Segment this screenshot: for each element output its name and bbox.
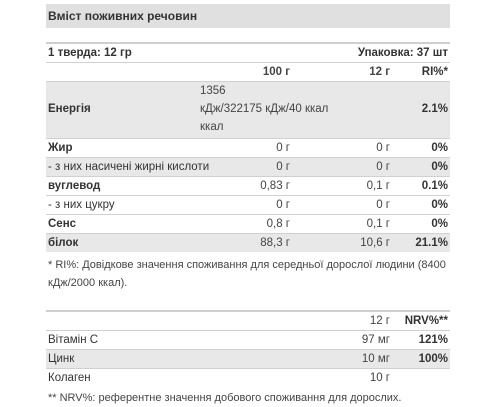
row-value-12g: 0 г — [376, 199, 390, 211]
row-value-12g: 0 г — [376, 142, 390, 154]
table-row — [46, 349, 450, 368]
package-count: Упаковка: 37 шт — [357, 47, 448, 59]
col2-header-nrv: NRV%** — [404, 315, 448, 327]
row-value-100g: 0 г — [276, 161, 290, 173]
table-row — [46, 81, 450, 138]
row-nrv: 100% — [418, 353, 448, 365]
row-ri: 0% — [431, 218, 448, 230]
row-value-12g: 10 мг — [361, 353, 390, 365]
serving-row — [46, 42, 450, 62]
nrv-footnote: ** NRV%: референтне значення добового споживання для дорослих. — [48, 392, 402, 404]
col2-header-12g: 12 г — [369, 315, 390, 327]
table-row — [46, 330, 450, 349]
header-row — [46, 62, 450, 81]
nutrient-rows — [46, 138, 450, 252]
table-row — [46, 233, 450, 252]
row-value-100g: 88,3 г — [260, 237, 290, 249]
energy-line-1: 1356 — [200, 85, 226, 97]
row-label: Колаген — [48, 372, 91, 384]
energy-line-2: кДж/322175 кДж/40 ккал — [200, 103, 329, 115]
table-row — [46, 176, 450, 195]
row-value-100g: 0 г — [276, 142, 290, 154]
ri-footnote: * RI%: Довідкове значення споживання для середньої дорослої людини (8400 кДж/2000 ккал). — [48, 259, 446, 289]
row-value-12g: 0,1 г — [366, 218, 390, 230]
row-label: Енергія — [48, 103, 91, 115]
row-value-100g: 0 г — [276, 199, 290, 211]
panel-title: Вміст поживних речовин — [46, 4, 450, 28]
row-label: Жир — [48, 142, 73, 154]
row-label: Сенс — [48, 218, 77, 230]
row-ri: 0% — [431, 199, 448, 211]
row-value-100g: 0,83 г — [260, 180, 290, 192]
table-row — [46, 138, 450, 157]
row-label: вуглевод — [48, 180, 101, 192]
col-header-ri: RI%* — [421, 66, 448, 78]
row-label: білок — [48, 237, 79, 249]
row-value-12g: 10 г — [369, 372, 390, 384]
col-header-100g: 100 г — [262, 66, 290, 78]
row-value-12g: 0,1 г — [366, 180, 390, 192]
table-row — [46, 195, 450, 214]
row-nrv: 121% — [418, 334, 448, 346]
row-label: - з них насичені жирні кислоти — [48, 161, 210, 173]
table-row — [46, 214, 450, 233]
nutrition-panel — [46, 4, 450, 407]
row-ri: 0.1% — [421, 180, 448, 192]
row-label: Цинк — [48, 353, 75, 365]
energy-line-3: ккал — [200, 121, 224, 133]
row-value-12g: 97 мг — [361, 334, 390, 346]
table-row — [46, 157, 450, 176]
row-ri: 0% — [431, 142, 448, 154]
vitamin-rows — [46, 330, 450, 387]
row-ri: 2.1% — [421, 103, 448, 115]
row-value-12g: 10,6 г — [360, 237, 390, 249]
energy-value — [200, 82, 340, 136]
serving-label: 1 тверда: 12 гр — [48, 47, 132, 59]
row-value-100g: 0,8 г — [266, 218, 290, 230]
row-ri: 0% — [431, 161, 448, 173]
row-label: - з них цукру — [48, 199, 115, 211]
col-header-12g: 12 г — [369, 66, 390, 78]
header-row-2 — [46, 310, 450, 330]
row-ri: 21.1% — [415, 237, 448, 249]
table-row — [46, 368, 450, 387]
row-label: Вітамін С — [48, 334, 99, 346]
row-value-12g: 0 г — [376, 161, 390, 173]
